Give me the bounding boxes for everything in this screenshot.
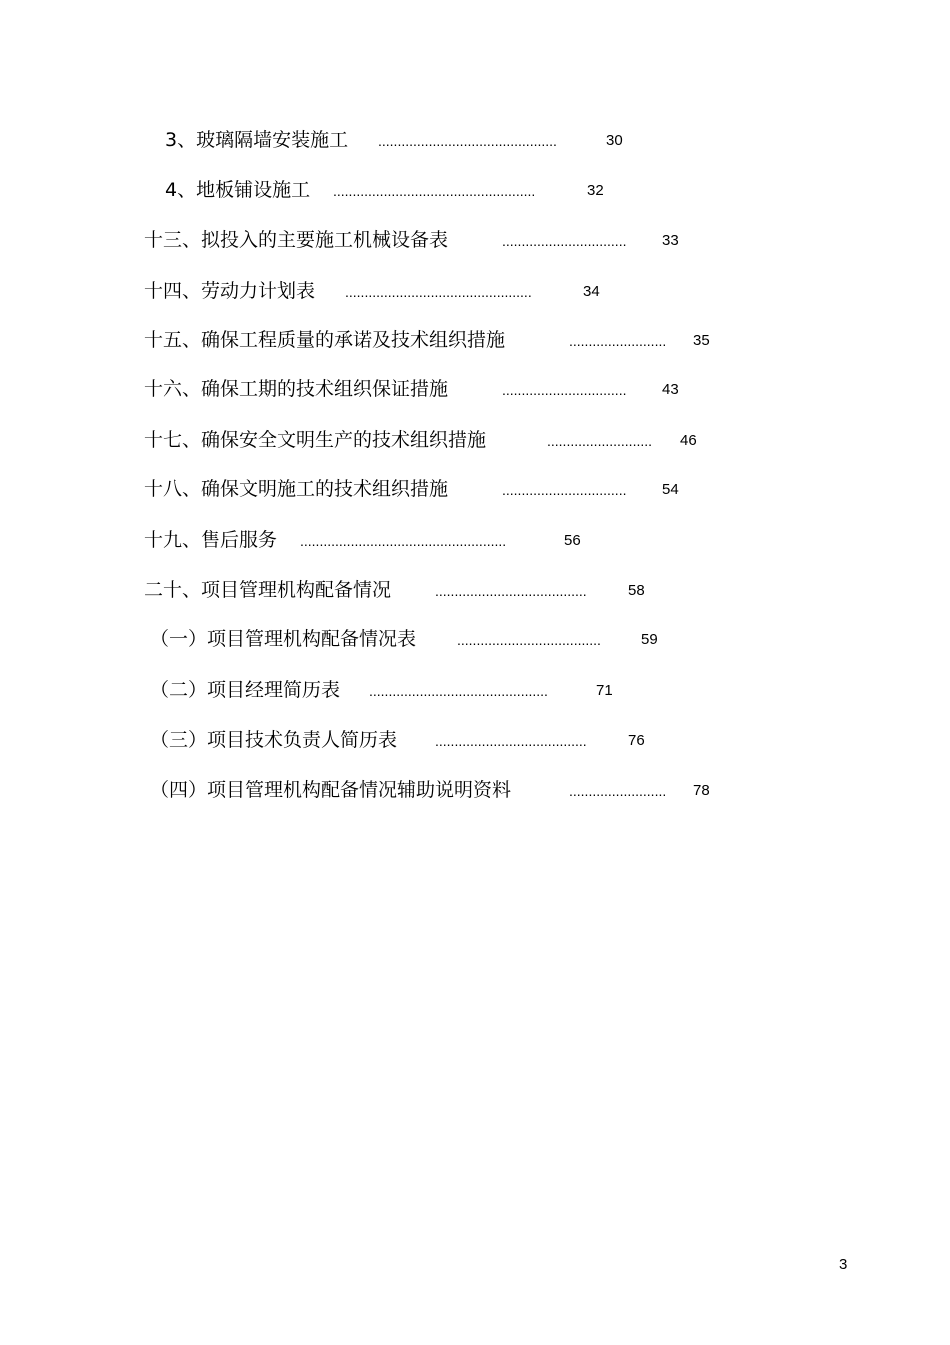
toc-entry bbox=[144, 377, 704, 401]
toc-entry-leader: ....................................... bbox=[435, 583, 587, 599]
toc-entry-title: 二十、项目管理机构配备情况 bbox=[144, 579, 392, 601]
toc-entry bbox=[144, 328, 744, 352]
toc-entry bbox=[165, 128, 635, 152]
toc-entry-title: 4、地板铺设施工 bbox=[165, 179, 311, 201]
toc-entry-title: （三）项目技术负责人简历表 bbox=[150, 729, 398, 751]
toc-entry-page: 46 bbox=[680, 432, 697, 449]
toc-entry-leader: ....................................... bbox=[435, 733, 587, 749]
toc-entry-page: 78 bbox=[693, 782, 710, 799]
toc-entry-leader: .............................................. bbox=[369, 683, 548, 699]
toc-entry-leader: ................................ bbox=[502, 382, 627, 398]
toc-entry-leader: ................................ bbox=[502, 233, 627, 249]
toc-entry-leader: ......................... bbox=[569, 783, 667, 799]
toc-entry-title: 3、玻璃隔墙安装施工 bbox=[165, 129, 349, 151]
toc-entry bbox=[150, 728, 710, 752]
toc-entry bbox=[144, 428, 744, 452]
toc-entry-page: 33 bbox=[662, 232, 679, 249]
toc-entry-page: 34 bbox=[583, 283, 600, 300]
toc-entry-title: 十九、售后服务 bbox=[144, 529, 278, 551]
toc-entry-title: （二）项目经理简历表 bbox=[150, 679, 341, 701]
toc-entry bbox=[150, 778, 750, 802]
toc-entry bbox=[165, 178, 635, 202]
toc-entry-page: 30 bbox=[606, 132, 623, 149]
toc-entry-leader: .................................................... bbox=[333, 183, 536, 199]
toc-entry-title: 十七、确保安全文明生产的技术组织措施 bbox=[144, 429, 487, 451]
toc-entry bbox=[144, 228, 704, 252]
toc-entry bbox=[144, 477, 704, 501]
toc-entry-page: 59 bbox=[641, 631, 658, 648]
toc-entry-title: （四）项目管理机构配备情况辅助说明资料 bbox=[150, 779, 512, 801]
toc-entry-title: 十四、劳动力计划表 bbox=[144, 280, 316, 302]
toc-entry-title: 十六、确保工期的技术组织保证措施 bbox=[144, 378, 449, 400]
toc-entry-leader: ..................................................... bbox=[300, 533, 507, 549]
toc-entry-leader: ..................................... bbox=[457, 632, 601, 648]
toc-entry-leader: ................................................ bbox=[345, 284, 532, 300]
toc-entry-page: 54 bbox=[662, 481, 679, 498]
toc-entry-page: 58 bbox=[628, 582, 645, 599]
toc-entry bbox=[144, 279, 704, 303]
toc-entry-leader: ........................... bbox=[547, 433, 653, 449]
toc-entry-page: 32 bbox=[587, 182, 604, 199]
toc-entry-leader: ................................ bbox=[502, 482, 627, 498]
toc-entry bbox=[144, 528, 704, 552]
toc-entry-page: 76 bbox=[628, 732, 645, 749]
toc-entry-title: 十五、确保工程质量的承诺及技术组织措施 bbox=[144, 329, 506, 351]
toc-entry-leader: .............................................. bbox=[378, 133, 557, 149]
toc-entry-title: 十三、拟投入的主要施工机械设备表 bbox=[144, 229, 449, 251]
toc-entry-page: 71 bbox=[596, 682, 613, 699]
toc-entry-page: 43 bbox=[662, 381, 679, 398]
toc-entry-title: （一）项目管理机构配备情况表 bbox=[150, 628, 417, 650]
page-number: 3 bbox=[839, 1256, 848, 1273]
toc-entry-page: 35 bbox=[693, 332, 710, 349]
toc-entry-title: 十八、确保文明施工的技术组织措施 bbox=[144, 478, 449, 500]
toc-entry bbox=[150, 627, 710, 651]
toc-entry bbox=[144, 578, 704, 602]
toc-entry bbox=[150, 678, 710, 702]
toc-entry-leader: ......................... bbox=[569, 333, 667, 349]
toc-entry-page: 56 bbox=[564, 532, 581, 549]
